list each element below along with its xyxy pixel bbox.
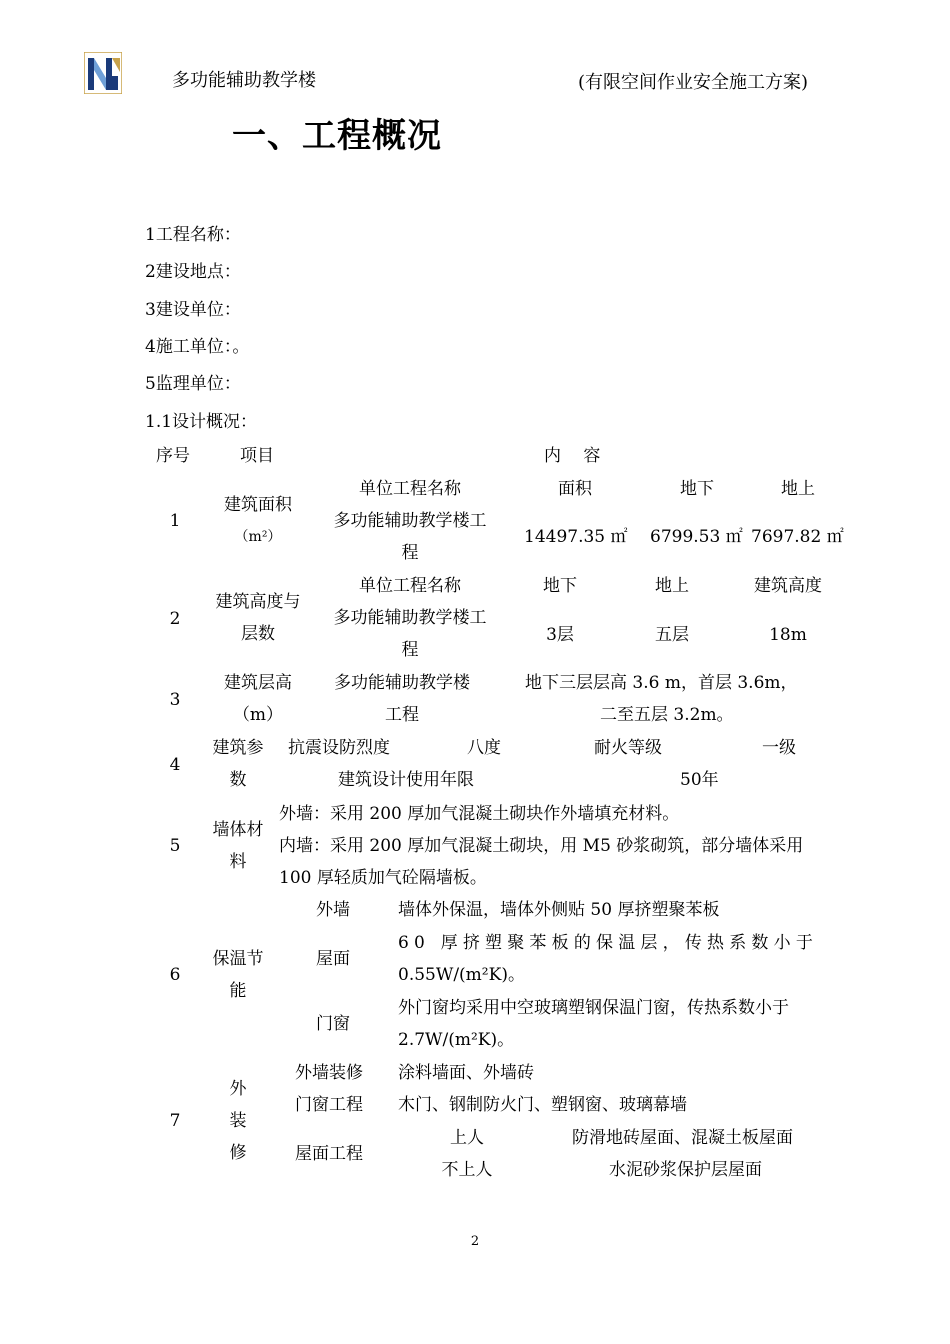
- cell: 3层: [546, 625, 574, 645]
- row-number: 6: [169, 965, 181, 985]
- cell: 抗震设防烈度: [288, 738, 390, 758]
- row-item: 装: [229, 1111, 247, 1131]
- row-number: 2: [169, 609, 181, 629]
- row-item: 建筑高度与: [215, 592, 301, 612]
- row-item: 层数: [241, 624, 275, 644]
- cell: 单位工程名称: [359, 576, 461, 596]
- cell: 外墙：采用 200 厚加气混凝土砌块作外墙填充材料。: [279, 804, 680, 824]
- cell: 多功能辅助教学楼工: [333, 511, 487, 531]
- section-title: 一、工程概况: [232, 116, 442, 156]
- cell: 上人: [450, 1128, 484, 1148]
- row-item: 保温节: [212, 949, 264, 969]
- sub-item: 外墙: [316, 900, 350, 920]
- row-item: 料: [229, 852, 247, 872]
- sub-item: 门窗工程: [295, 1095, 363, 1115]
- cell: 多功能辅助教学楼工: [333, 608, 487, 628]
- cell: 水泥砂浆保护层屋面: [609, 1160, 762, 1180]
- col-header-no: 序号: [156, 446, 190, 466]
- design-overview-heading: 1.1设计概况：: [145, 412, 258, 432]
- row-item-unit: （m²）: [234, 529, 282, 545]
- cell: 程: [401, 543, 419, 563]
- project-name-line: 1工程名称：: [145, 225, 241, 245]
- row-item: 建筑面积: [224, 495, 292, 515]
- cell: 不上人: [441, 1160, 493, 1180]
- row-number: 5: [169, 836, 181, 856]
- cell: 14497.35 ㎡: [524, 527, 628, 547]
- cell: 耐火等级: [594, 738, 662, 758]
- cell: 一级: [762, 738, 796, 758]
- sub-item: 外墙装修: [295, 1063, 363, 1083]
- contractor-unit-line: 4施工单位：。: [145, 337, 250, 357]
- cell: 墙体外保温，墙体外侧贴 50 厚挤塑聚苯板: [398, 900, 720, 920]
- cell: 6799.53 ㎡: [650, 527, 743, 547]
- cell: 7697.82 ㎡: [751, 527, 844, 547]
- cell: 2.7W/(m²K)。: [398, 1030, 515, 1050]
- header-project-name: 多功能辅助教学楼: [172, 70, 316, 91]
- row-number: 7: [169, 1111, 181, 1131]
- cell: 地上: [781, 479, 815, 499]
- cell: 地下: [680, 479, 714, 499]
- page-number: 2: [470, 1234, 480, 1249]
- cell: 内墙：采用 200 厚加气混凝土砌块，用 M5 砂浆砌筑，部分墙体采用: [279, 836, 804, 856]
- cell: 工程: [385, 705, 419, 725]
- cell: 地上: [655, 576, 689, 596]
- company-logo: [84, 52, 122, 94]
- sub-item: 屋面: [316, 949, 350, 969]
- cell: 地下: [543, 576, 577, 596]
- header-document-name: (有限空间作业安全施工方案): [578, 72, 809, 93]
- row-item-unit: （m）: [232, 705, 284, 725]
- sub-item: 屋面工程: [295, 1144, 363, 1164]
- cell: 18m: [769, 625, 807, 645]
- cell: 涂料墙面、外墙砖: [398, 1063, 534, 1083]
- cell: 面积: [558, 479, 592, 499]
- row-item: 建筑层高: [224, 673, 292, 693]
- cell: 防滑地砖屋面、混凝土板屋面: [572, 1128, 793, 1148]
- owner-unit-line: 3建设单位：: [145, 300, 241, 320]
- cell: 地下三层层高 3.6 m，首层 3.6m，: [525, 673, 798, 693]
- cell: 建筑高度: [754, 576, 822, 596]
- row-item: 修: [229, 1143, 247, 1163]
- cell: 二至五层 3.2m。: [600, 705, 734, 725]
- cell: 50年: [680, 770, 719, 790]
- cell: 木门、钢制防火门、塑钢窗、玻璃幕墙: [398, 1095, 687, 1115]
- cell: 100 厚轻质加气砼隔墙板。: [279, 868, 487, 888]
- row-item: 数: [229, 770, 247, 790]
- construction-site-line: 2建设地点：: [145, 262, 241, 282]
- cell: 八度: [467, 738, 501, 758]
- row-item: 外: [229, 1079, 247, 1099]
- cell: 五层: [655, 625, 689, 645]
- row-number: 1: [169, 511, 181, 531]
- row-item: 墙体材: [212, 820, 264, 840]
- row-item: 建筑参: [212, 738, 264, 758]
- row-item: 能: [229, 981, 247, 1001]
- cell: 0.55W/(m²K)。: [398, 965, 525, 985]
- row-number: 4: [169, 755, 181, 775]
- cell: 单位工程名称: [359, 479, 461, 499]
- cell: 外门窗均采用中空玻璃塑钢保温门窗，传热系数小于: [398, 998, 789, 1018]
- cell: 60 厚挤塑聚苯板的保温层，传热系数小于: [398, 933, 819, 953]
- cell: 多功能辅助教学楼: [334, 673, 470, 693]
- row-number: 3: [169, 690, 181, 710]
- cell: 程: [401, 640, 419, 660]
- col-header-item: 项目: [240, 446, 274, 466]
- sub-item: 门窗: [316, 1014, 350, 1034]
- col-header-content: 内 容: [544, 446, 601, 466]
- cell: 建筑设计使用年限: [338, 770, 474, 790]
- supervision-unit-line: 5监理单位：: [145, 374, 241, 394]
